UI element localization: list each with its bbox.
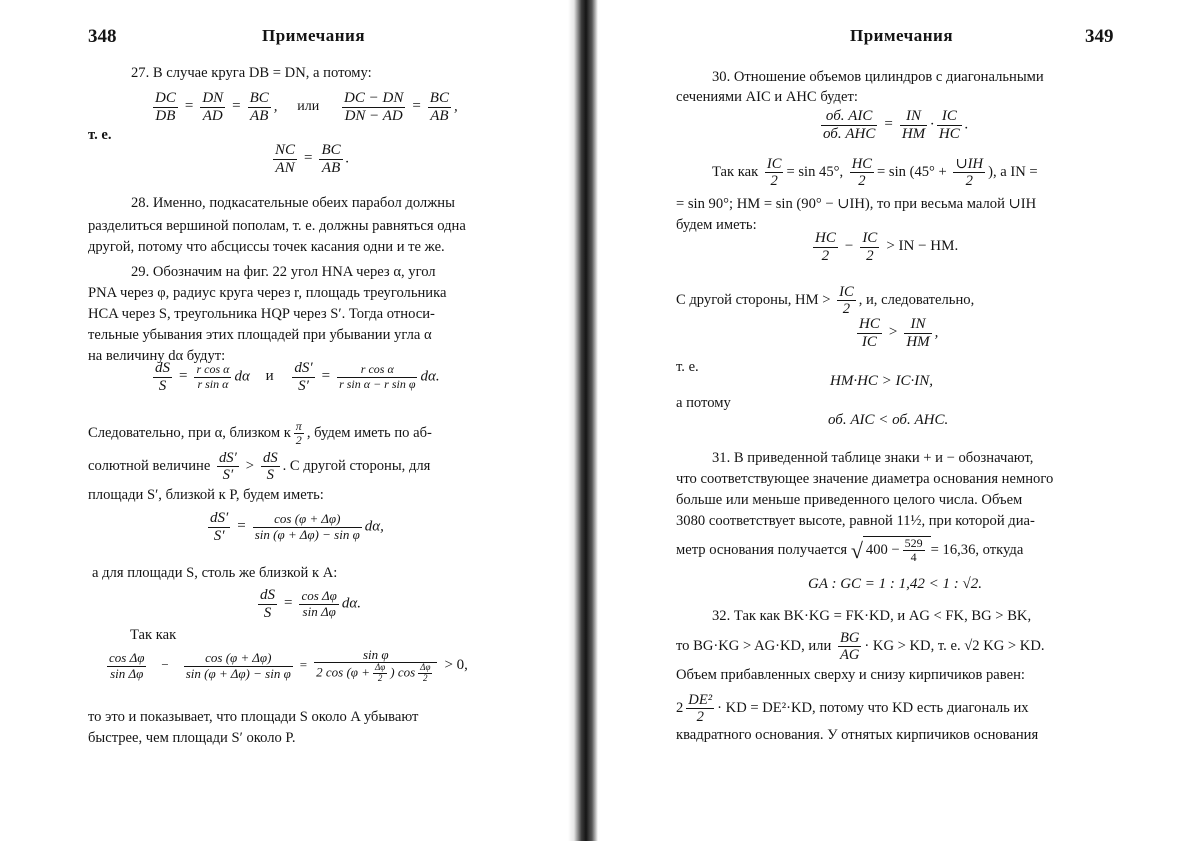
note-29-equation-1: $\frac{dS}{S}$ = $\frac{\text{r cos α}}{\text{r sin α}}$ dα и $\frac{dS'}{S'}$ = $\frac{\text{r cos α}}{\text{r sin α − r sin φ}}$ dα. — [155, 360, 440, 394]
note-30-equation-5: об. AIC < об. AHC. — [828, 412, 949, 428]
note-30-line-6: С другой стороны, HM > $\frac{IC}{2}$ , и, следовательно, — [676, 284, 975, 318]
right-page — [598, 0, 1200, 841]
note-29-line-4: тельные убывания этих площадей при убывании угла α — [88, 327, 432, 343]
note-30-equation-4: HM·HC > IC·IN, — [830, 373, 934, 389]
note-29-text-4: а для площади S, столь же близкой к A: — [92, 565, 338, 581]
note-29-equation-2: $\frac{dS'}{S'}$ = $\frac{\cos (\varphi + \Delta\varphi)}{\text{sin (φ + Δφ) − sin φ}}$ dα, — [210, 510, 384, 544]
note-32-line-5: квадратного основания. У отнятых кирпичиков основания — [676, 727, 1039, 743]
note-29-equation-4: $\frac{\text{cos Δφ}}{\text{sin Δφ}}$ − $\frac{\cos (\varphi + \Delta\varphi)}{\text{sin (φ + Δφ) − sin φ}}$ = sin φ 2 cos (φ + $\frac{\Delta\varphi}{2}$ ) cos $\frac{\Delta\varphi}{2}$ > 0, — [109, 647, 468, 684]
note-30-line-5: будем иметь: — [676, 217, 757, 233]
note-29-text-1: Следовательно, при α, близком к $\frac{\pi}{2}$ , будем иметь по аб- — [88, 419, 432, 448]
note-28-line-3: другой, потому что абсциссы точек касания одни и те же. — [88, 239, 445, 255]
note-30-equation-2: $\frac{HC}{2}$ − $\frac{IC}{2}$ > IN − HM. — [815, 230, 959, 264]
note-28-line-2: разделиться вершиной пополам, т. е. должны равняться одна — [88, 218, 466, 234]
page-number: 348 — [88, 26, 117, 47]
note-28-line-1: 28. Именно, подкасательные обеих парабол должны — [131, 195, 455, 211]
note-29-line-5: на величину dα будут: — [88, 348, 226, 364]
note-30-equation-1: $\frac{\text{об. AIC}}{\text{об. AHC}}$ = $\frac{IN}{HM}$ · $\frac{IC}{HC}$ . — [823, 108, 969, 142]
note-29-end-line-2: быстрее, чем площади S′ около P. — [88, 730, 296, 746]
note-31-line-2: что соответствующее значение диаметра основания немного — [676, 471, 1054, 487]
note-31-line-3: больше или меньше приведенного целого числа. Объем — [676, 492, 1023, 508]
note-29-end-line-1: то это и показывает, что площади S около A убывают — [88, 709, 419, 725]
note-32-line-4: 2 $\frac{\text{DE²}}{2}$ · KD = DE²·KD, потому что KD есть диагональ их — [676, 692, 1029, 726]
note-30-equation-3: $\frac{HC}{IC}$ > $\frac{IN}{HM}$ , — [859, 316, 939, 350]
note-31-equation: GA : GC = 1 : 1,42 < 1 : √2. — [808, 576, 983, 592]
note-32-line-2: то BG·KG > AG·KD, или $\frac{BG}{AG}$ · KG > KD, т. е. √2 KG > KD. — [676, 630, 1045, 664]
note-29-line-1: 29. Обозначим на фиг. 22 угол HNA через α, угол — [131, 264, 436, 280]
note-30-line-4: = sin 90°; HM = sin (90° − ∪IH), то при весьма малой ∪IH — [676, 196, 1037, 212]
note-30-line-1: 30. Отношение объемов цилиндров с диагональными — [712, 69, 1044, 85]
note-27-equation-2: $\frac{NC}{AN}$ = $\frac{BC}{AB}$ . — [275, 142, 350, 176]
note-29-line-2: PNA через φ, радиус круга через r, площадь треугольника — [88, 285, 447, 301]
that-is-label: т. е. — [88, 127, 112, 143]
note-27-intro: 27. В случае круга DB = DN, а потому: — [131, 65, 372, 81]
running-header: Примечания — [262, 26, 366, 45]
note-29-text-3: площади S′, близкой к P, будем иметь: — [88, 487, 324, 503]
note-29-equation-3: $\frac{dS}{S}$ = $\frac{\text{cos Δφ}}{\text{sin Δφ}}$ dα. — [260, 587, 361, 621]
note-32-line-1: 32. Так как BK·KG = FK·KD, и AG < FK, BG > BK, — [712, 608, 1032, 624]
therefore-label: а потому — [676, 395, 731, 411]
note-31-line-4: 3080 соответствует высоте, равной 11½, при которой диа- — [676, 513, 1035, 529]
note-29-text-2: солютной величине $\frac{dS'}{S'}$ > $\frac{dS}{S}$ . С другой стороны, для — [88, 450, 431, 484]
page-number: 349 — [1085, 26, 1114, 47]
note-29-line-3: HCA через S, треугольника HQP через S′. Тогда относи- — [88, 306, 435, 322]
note-32-line-3: Объем прибавленных сверху и снизу кирпичиков равен: — [676, 667, 1025, 683]
note-31-line-1: 31. В приведенной таблице знаки + и − обозначают, — [712, 450, 1034, 466]
note-30-line-3: Так как $\frac{IC}{2}$ = sin 45°, $\frac{HC}{2}$ = sin (45° + $\frac{\cup IH}{2}$ ), а IN = — [712, 156, 1038, 190]
running-header: Примечания — [850, 26, 954, 45]
left-page — [0, 0, 585, 841]
note-30-line-2: сечениями AIC и AHC будет: — [676, 89, 858, 105]
that-is-label: т. е. — [676, 359, 699, 375]
since-label: Так как — [130, 627, 177, 643]
note-31-line-5: метр основания получается √ 400 − $\frac{529}{4}$ = 16,36, откуда — [676, 536, 1024, 565]
note-27-equation-1: $\frac{DC}{DB}$ = $\frac{DN}{AD}$ = $\frac{BC}{AB}$ , или $\frac{DC - DN}{DN - AD}$ = $\frac{BC}{AB}$ , — [155, 90, 458, 124]
